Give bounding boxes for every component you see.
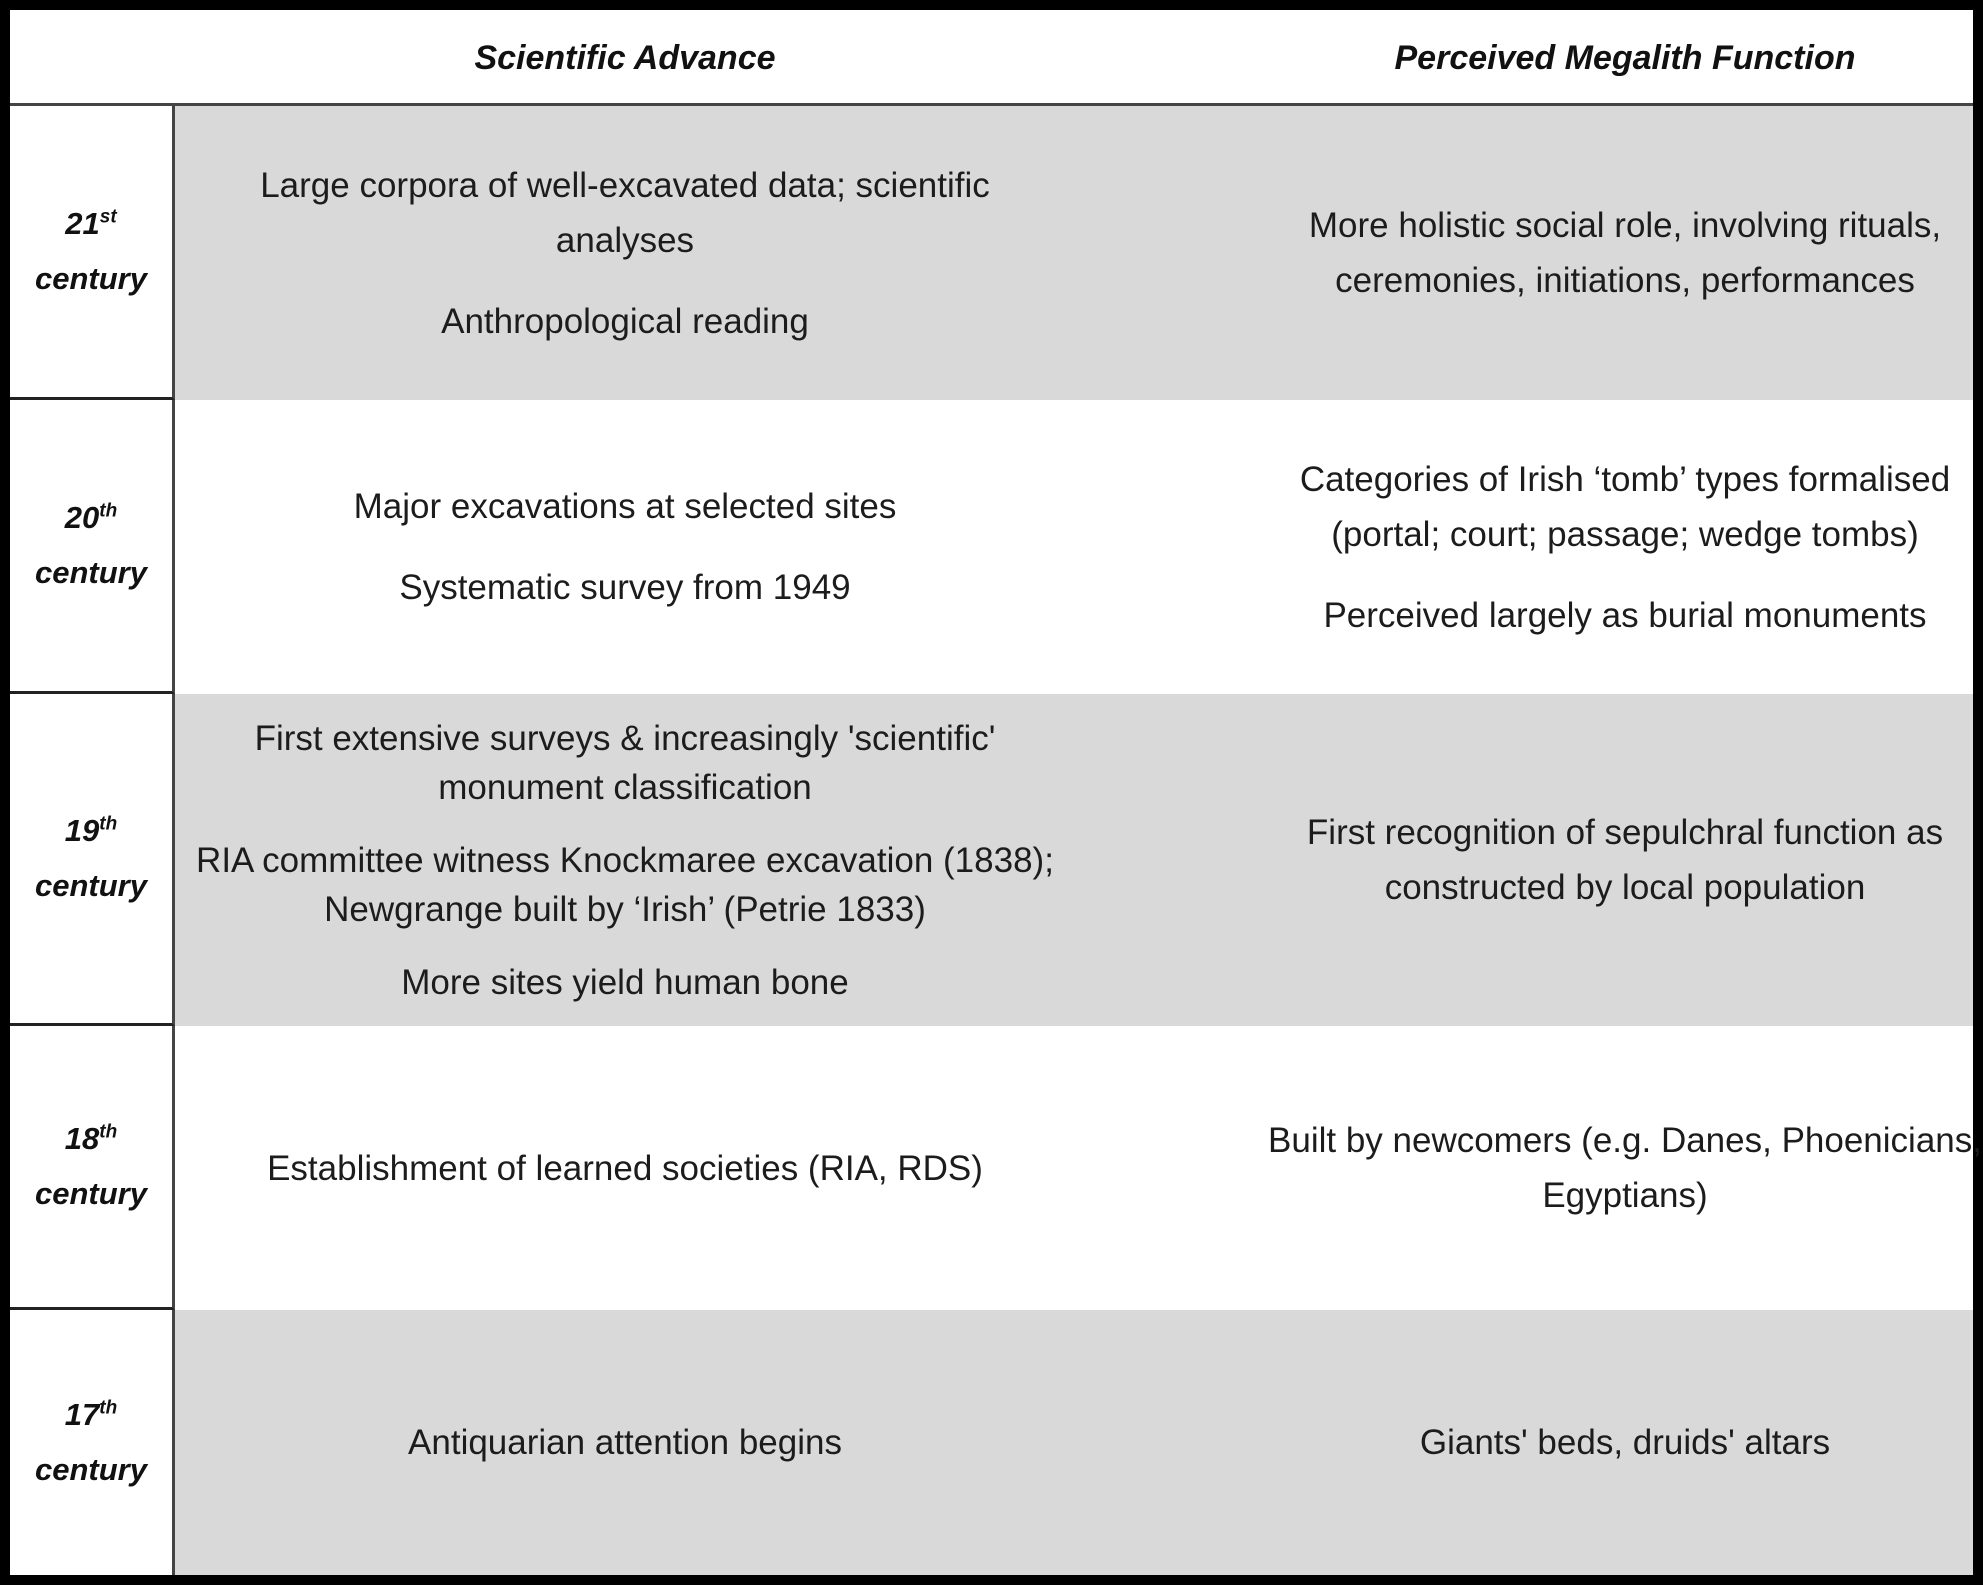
header-perceived-function: Perceived Megalith Function <box>1394 38 1856 77</box>
header-scientific-advance: Scientific Advance <box>474 38 776 77</box>
table-row-19th-century <box>10 694 1973 1026</box>
scientific-text: First extensive surveys & increasingly 'scientific' monument classification <box>254 718 996 807</box>
scientific-advance-cell <box>195 1310 1055 1575</box>
scientific-advance-cell <box>195 694 1055 1026</box>
perceived-function-cell <box>1265 106 1983 400</box>
century-label <box>10 400 175 694</box>
scientific-text: Large corpora of well-excavated data; scientific analyses <box>260 165 990 260</box>
century-ordinal: th <box>99 500 118 522</box>
scientific-text: Systematic survey from 1949 <box>399 568 851 607</box>
perceived-function-cell <box>1265 400 1983 694</box>
century-word: century <box>35 554 147 590</box>
scientific-text: Anthropological reading <box>441 301 809 341</box>
scientific-text: Establishment of learned societies (RIA, RDS) <box>267 1148 983 1188</box>
table-header <box>10 10 1973 106</box>
scientific-text: Major excavations at selected sites <box>353 487 897 526</box>
table-row-18th-century <box>10 1026 1982 1310</box>
century-word: century <box>35 1451 147 1487</box>
century-ordinal: th <box>99 1397 118 1419</box>
function-text: First recognition of sepulchral function as constructed by local population <box>1306 813 1944 907</box>
table-row-17th-century <box>10 1310 1973 1575</box>
scientific-text: Antiquarian attention begins <box>408 1423 842 1462</box>
function-text: More holistic social role, involving rituals, ceremonies, initiations, performances <box>1308 206 1942 300</box>
century-label <box>10 106 175 400</box>
century-word: century <box>35 867 147 903</box>
table-row-21st-century <box>10 106 1973 400</box>
century-word: century <box>35 1175 147 1211</box>
scientific-text: RIA committee witness Knockmaree excavation (1838); Newgrange built by ‘Irish’ (Petrie 1833) <box>196 840 1054 929</box>
function-text: Built by newcomers (e.g. Danes, Phoenicians, Egyptians) <box>1268 1121 1982 1215</box>
scientific-advance-cell <box>195 1026 1055 1310</box>
century-ordinal: th <box>99 813 118 835</box>
function-text: Categories of Irish ‘tomb’ types formalised (portal; court; passage; wedge tombs) <box>1299 459 1951 554</box>
perceived-function-cell <box>1265 1026 1983 1310</box>
century-number: 20 <box>64 500 100 536</box>
century-ordinal: th <box>99 1121 118 1143</box>
function-text: Perceived largely as burial monuments <box>1323 595 1927 635</box>
perceived-function-cell <box>1265 1310 1983 1575</box>
perceived-function-cell <box>1265 694 1983 1026</box>
century-number: 19 <box>64 813 100 849</box>
scientific-advance-cell <box>195 106 1055 400</box>
century-label <box>10 1310 175 1575</box>
century-number: 18 <box>64 1121 100 1157</box>
century-label <box>10 694 175 1026</box>
century-number: 21 <box>65 206 100 242</box>
century-label <box>10 1026 175 1310</box>
century-ordinal: st <box>99 206 117 228</box>
scientific-advance-cell <box>195 400 1055 694</box>
century-number: 17 <box>64 1397 100 1433</box>
table-row-20th-century <box>10 400 1973 694</box>
function-text: Giants' beds, druids' altars <box>1419 1423 1831 1462</box>
scientific-text: More sites yield human bone <box>401 962 849 1002</box>
century-word: century <box>35 260 147 296</box>
